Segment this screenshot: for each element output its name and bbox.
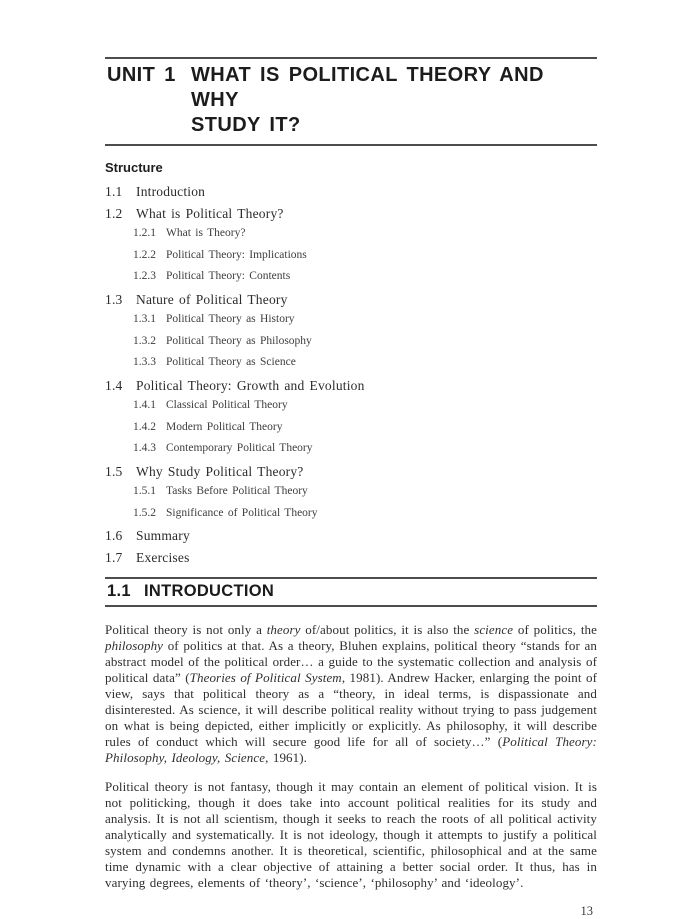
paragraph — [105, 622, 597, 766]
text-run: of politics at that. As a theory, Bluhen explains, political theory “stands for an abstract model of the political order… a guide to the systematic collection and analysis of political data” ( — [105, 638, 597, 685]
toc-item-number: 1.4 — [105, 377, 123, 393]
unit-title-line-2 — [107, 113, 597, 138]
section-heading — [105, 577, 597, 607]
italic-text-run: Political Theory: Philosophy, Ideology, Science — [105, 734, 597, 765]
text-run: , 1981). Andrew Hacker, enlarging the point of view, says that political theory as a “theory, in ideal terms, is dispassionate and disinterested. As science, it will describe political reality without trying to pass judgement on what is being depicted, either implicitly or explicitly. As philosophy, it will describe rules of conduct which will secure good life for all of society…” ( — [105, 670, 597, 749]
italic-text-run: Theories of Political System — [189, 670, 342, 685]
toc-item — [105, 399, 597, 421]
toc-item-number: 1.5.1 — [133, 485, 156, 497]
paragraph — [105, 779, 597, 891]
page-number: 13 — [580, 904, 593, 918]
unit-title-line-1 — [107, 63, 597, 113]
toc-item — [105, 421, 597, 443]
toc-item-label: Political Theory: Contents — [166, 270, 291, 282]
toc-item-number: 1.5 — [105, 463, 123, 479]
toc-item-label: Political Theory as Philosophy — [166, 334, 312, 347]
toc-item-label: Exercises — [136, 549, 190, 565]
section-title: INTRODUCTION — [144, 582, 275, 600]
toc-item-label: What is Political Theory? — [136, 205, 284, 221]
toc-item — [105, 335, 597, 357]
structure-heading: Structure — [105, 160, 163, 175]
italic-text-run: philosophy — [105, 638, 164, 653]
unit-title-text-continued: STUDY IT? — [191, 114, 301, 136]
structure-list — [105, 184, 597, 571]
toc-item — [105, 378, 597, 400]
text-run: Political theory is not fantasy, though it may contain an element of political vision. It is not politicking, though it does take into account political realities for its study and analysis. It is not all scientism, though it seeks to reach the roots of all political activity analytically and systematically. It is not ideology, though it attempts to justify a political system and condemns another. It is theoretical, scientific, philosophical and at the same time dynamic with a clear objective of attaining a better social order. It thus, has in varying degrees, elements of ‘theory’, ‘science’, ‘philosophy’ and ‘ideology’. — [105, 779, 597, 890]
toc-item-label: Tasks Before Political Theory — [166, 485, 308, 497]
toc-item-label: Nature of Political Theory — [136, 291, 288, 307]
toc-item-label: Introduction — [136, 184, 206, 199]
toc-item — [105, 528, 597, 550]
toc-item — [105, 227, 597, 249]
text-run: , 1961). — [265, 750, 308, 765]
toc-item-label: Political Theory as Science — [166, 356, 296, 368]
toc-item — [105, 356, 597, 378]
toc-item-label: Political Theory as History — [166, 313, 295, 325]
text-run: Political theory is not only a — [105, 622, 267, 637]
text-run: of politics, the — [513, 622, 597, 637]
italic-text-run: theory — [266, 622, 301, 637]
page-content — [105, 0, 597, 919]
toc-item — [105, 485, 597, 507]
toc-item-number: 1.4.1 — [133, 399, 156, 411]
section-number: 1.1 — [107, 582, 131, 600]
toc-item-label: Contemporary Political Theory — [166, 442, 313, 454]
toc-item — [105, 442, 597, 464]
intro-paragraphs — [105, 622, 597, 891]
unit-number: UNIT 1 — [107, 64, 176, 86]
toc-item-label: Political Theory: Growth and Evolution — [136, 377, 365, 393]
toc-item-label: Why Study Political Theory? — [136, 463, 304, 479]
toc-item — [105, 206, 597, 228]
toc-item-number: 1.5.2 — [133, 506, 156, 519]
toc-item-label: What is Theory? — [166, 227, 246, 239]
text-run: of/about politics, it is also the — [300, 622, 475, 637]
toc-item-number: 1.6 — [105, 528, 123, 543]
toc-item-number: 1.2 — [105, 205, 123, 221]
toc-item-number: 1.3.3 — [133, 356, 156, 368]
toc-item-label: Political Theory: Implications — [166, 248, 307, 261]
toc-item-number: 1.7 — [105, 549, 123, 565]
unit-title-block — [105, 57, 597, 146]
toc-item-number: 1.2.2 — [133, 248, 156, 261]
toc-item-label: Modern Political Theory — [166, 420, 283, 433]
toc-item-number: 1.2.3 — [133, 270, 156, 282]
toc-item-number: 1.3.2 — [133, 334, 156, 347]
toc-item-number: 1.3.1 — [133, 313, 156, 325]
toc-item-number: 1.3 — [105, 291, 123, 307]
toc-item-number: 1.4.3 — [133, 442, 156, 454]
toc-item-number: 1.4.2 — [133, 420, 156, 433]
toc-item-number: 1.2.1 — [133, 227, 156, 239]
toc-item-label: Classical Political Theory — [166, 399, 288, 411]
toc-item-label: Summary — [136, 528, 190, 543]
toc-item-label: Significance of Political Theory — [166, 506, 318, 519]
toc-item — [105, 507, 597, 529]
toc-item — [105, 550, 597, 572]
toc-item — [105, 292, 597, 314]
toc-item — [105, 270, 597, 292]
italic-text-run: science — [474, 622, 514, 637]
toc-item — [105, 184, 597, 206]
toc-item — [105, 249, 597, 271]
toc-item — [105, 313, 597, 335]
toc-item — [105, 464, 597, 486]
toc-item-number: 1.1 — [105, 184, 123, 199]
unit-title-text: WHAT IS POLITICAL THEORY AND WHY — [191, 64, 544, 111]
unit-title-indent-spacer — [107, 113, 191, 138]
